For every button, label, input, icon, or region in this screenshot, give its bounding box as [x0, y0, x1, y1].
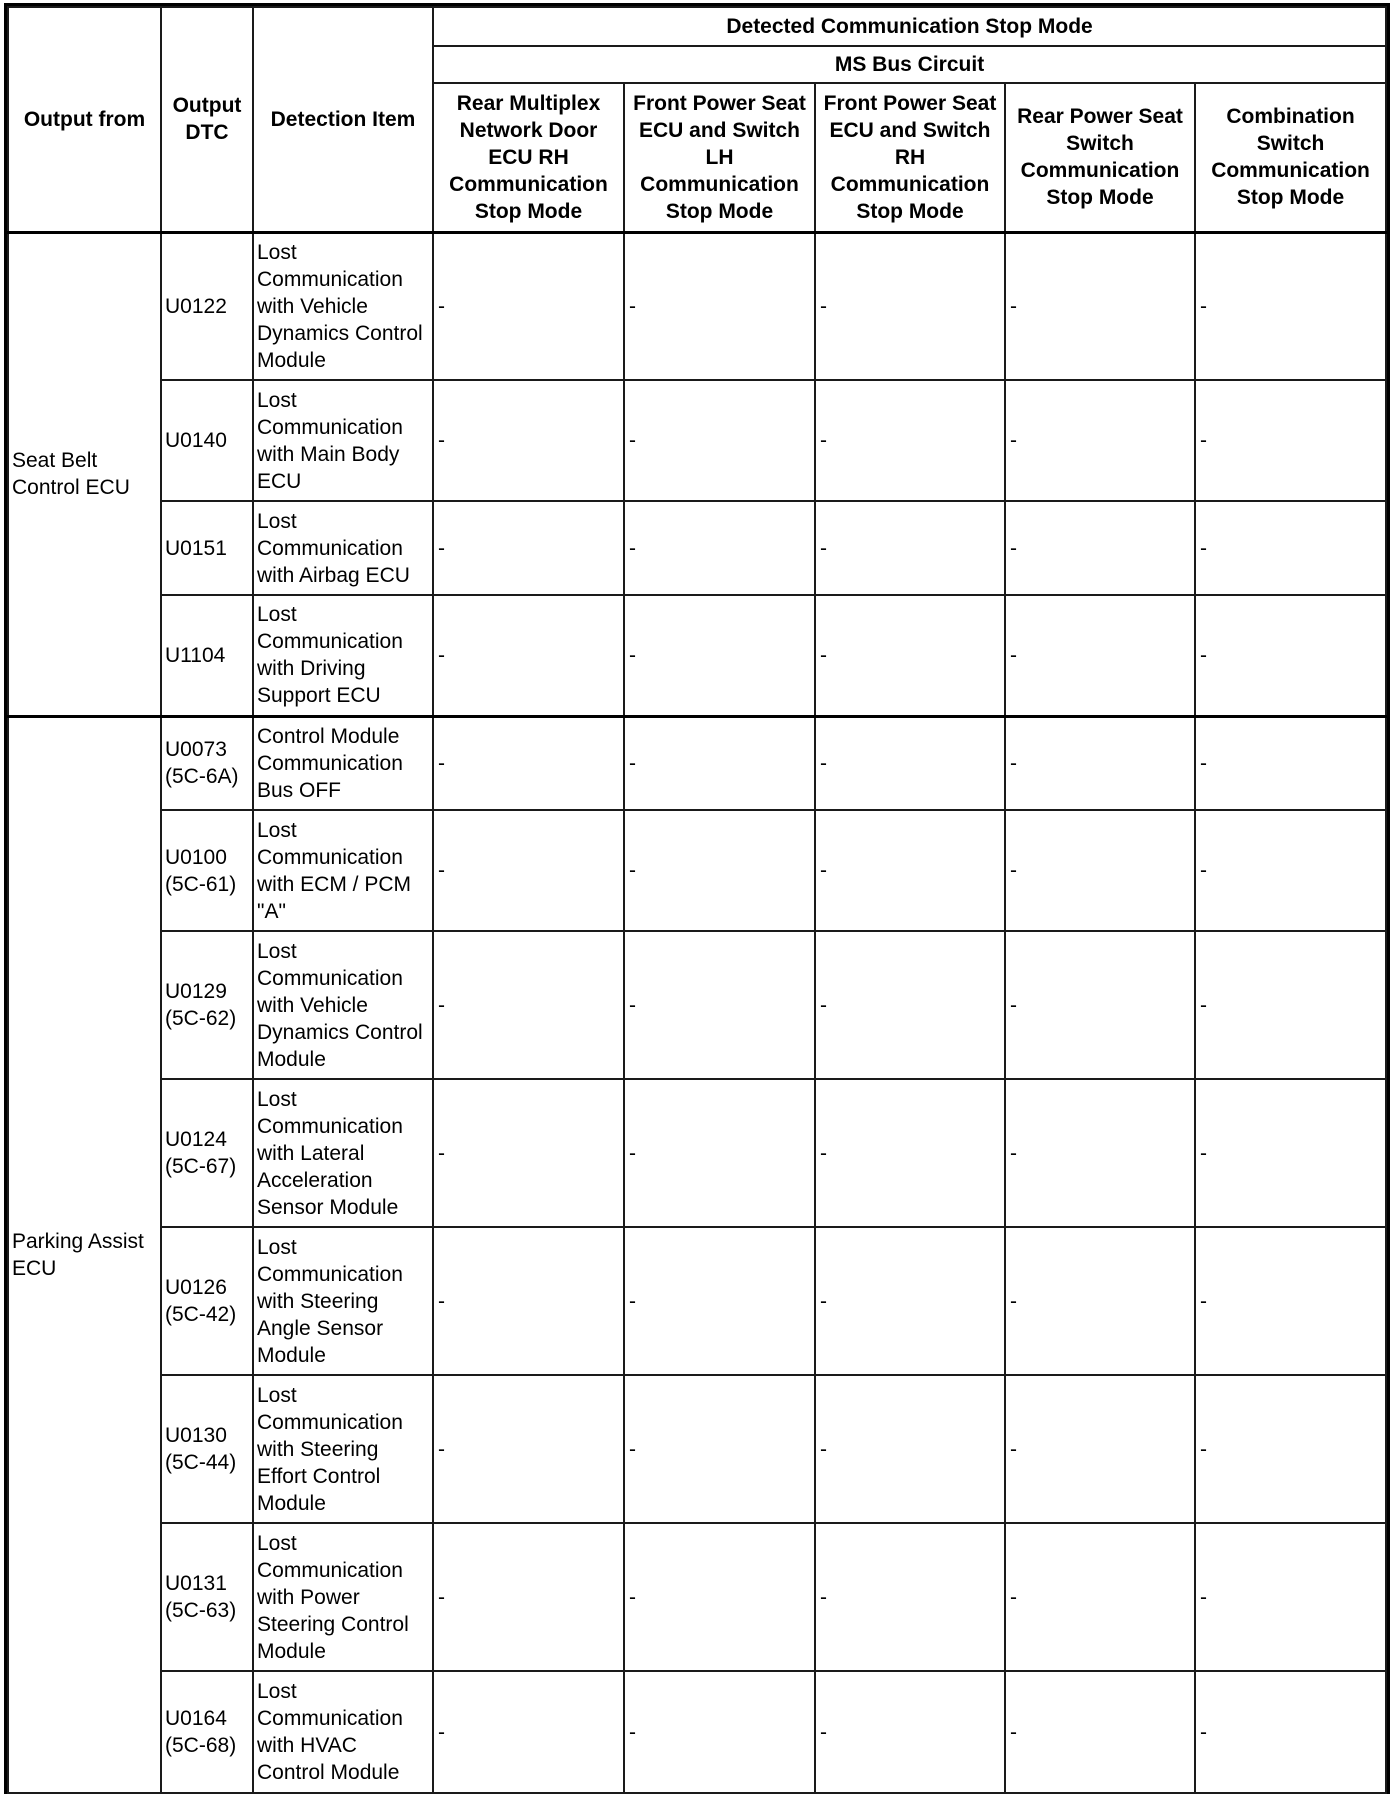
table-row: [8, 1227, 1386, 1375]
mode-value-cell: -: [1005, 810, 1195, 931]
mode-value-cell: -: [1195, 810, 1386, 931]
mode-value-cell: -: [624, 595, 815, 716]
dtc-cell: U0131 (5C-63): [161, 1523, 253, 1671]
table-row: [8, 1079, 1386, 1227]
mode-value-cell: -: [1005, 716, 1195, 810]
detection-item-cell: Lost Communication with Steering Angle Sensor Module: [253, 1227, 433, 1375]
mode-value-cell: -: [433, 380, 624, 501]
mode-value-cell: -: [1005, 595, 1195, 716]
mode-value-cell: -: [815, 1523, 1005, 1671]
header-mode-front-seat-rh: Front Power Seat ECU and Switch RH Communication Stop Mode: [815, 83, 1005, 232]
dtc-table-page: [7, 6, 1385, 1784]
table-row: [8, 595, 1386, 716]
mode-value-cell: -: [624, 931, 815, 1079]
table-header: [8, 7, 1386, 232]
header-mode-rear-seat-switch: Rear Power Seat Switch Communication Stop Mode: [1005, 83, 1195, 232]
dtc-cell: U1104: [161, 595, 253, 716]
table-row: [8, 810, 1386, 931]
mode-value-cell: -: [433, 810, 624, 931]
table-row: [8, 716, 1386, 810]
mode-value-cell: -: [433, 716, 624, 810]
dtc-cell: U0100 (5C-61): [161, 810, 253, 931]
output-from-cell: Parking Assist ECU: [8, 716, 161, 1793]
header-output-from: Output from: [8, 7, 161, 232]
dtc-cell: U0164 (5C-68): [161, 1671, 253, 1793]
dtc-cell: U0073 (5C-6A): [161, 716, 253, 810]
mode-value-cell: -: [815, 501, 1005, 595]
mode-value-cell: -: [1195, 716, 1386, 810]
dtc-cell: U0130 (5C-44): [161, 1375, 253, 1523]
dtc-cell: U0122: [161, 232, 253, 380]
mode-value-cell: -: [624, 501, 815, 595]
mode-value-cell: -: [815, 931, 1005, 1079]
mode-value-cell: -: [1195, 931, 1386, 1079]
table-row: [8, 1671, 1386, 1793]
detection-item-cell: Lost Communication with Power Steering Control Module: [253, 1523, 433, 1671]
detection-item-cell: Control Module Communication Bus OFF: [253, 716, 433, 810]
mode-value-cell: -: [1195, 595, 1386, 716]
mode-value-cell: -: [624, 1079, 815, 1227]
header-mode-rear-multiplex-door-rh: Rear Multiplex Network Door ECU RH Communication Stop Mode: [433, 83, 624, 232]
dtc-table: [7, 6, 1387, 1794]
detection-item-cell: Lost Communication with HVAC Control Module: [253, 1671, 433, 1793]
dtc-cell: U0126 (5C-42): [161, 1227, 253, 1375]
mode-value-cell: -: [1005, 931, 1195, 1079]
dtc-cell: U0140: [161, 380, 253, 501]
mode-value-cell: -: [624, 380, 815, 501]
mode-value-cell: -: [1195, 380, 1386, 501]
mode-value-cell: -: [815, 232, 1005, 380]
table-row: [8, 931, 1386, 1079]
mode-value-cell: -: [624, 1523, 815, 1671]
header-detection-item: Detection Item: [253, 7, 433, 232]
mode-value-cell: -: [433, 1079, 624, 1227]
mode-value-cell: -: [433, 595, 624, 716]
mode-value-cell: -: [624, 1227, 815, 1375]
detection-item-cell: Lost Communication with Main Body ECU: [253, 380, 433, 501]
detection-item-cell: Lost Communication with Steering Effort Control Module: [253, 1375, 433, 1523]
mode-value-cell: -: [815, 1375, 1005, 1523]
mode-value-cell: -: [815, 716, 1005, 810]
mode-value-cell: -: [1195, 232, 1386, 380]
mode-value-cell: -: [1005, 1227, 1195, 1375]
mode-value-cell: -: [1005, 380, 1195, 501]
mode-value-cell: -: [1195, 1227, 1386, 1375]
detection-item-cell: Lost Communication with ECM / PCM "A": [253, 810, 433, 931]
mode-value-cell: -: [624, 1375, 815, 1523]
output-from-cell: Seat Belt Control ECU: [8, 232, 161, 716]
table-body: [8, 232, 1386, 1793]
detection-item-cell: Lost Communication with Airbag ECU: [253, 501, 433, 595]
dtc-cell: U0124 (5C-67): [161, 1079, 253, 1227]
mode-value-cell: -: [624, 1671, 815, 1793]
detection-item-cell: Lost Communication with Driving Support ECU: [253, 595, 433, 716]
mode-value-cell: -: [1195, 501, 1386, 595]
detection-item-cell: Lost Communication with Vehicle Dynamics Control Module: [253, 232, 433, 380]
mode-value-cell: -: [1005, 1079, 1195, 1227]
mode-value-cell: -: [433, 1671, 624, 1793]
header-bus-circuit: MS Bus Circuit: [433, 46, 1386, 83]
mode-value-cell: -: [433, 232, 624, 380]
mode-value-cell: -: [1005, 1375, 1195, 1523]
mode-value-cell: -: [815, 810, 1005, 931]
table-row: [8, 501, 1386, 595]
header-output-dtc: Output DTC: [161, 7, 253, 232]
header-detected-mode: Detected Communication Stop Mode: [433, 7, 1386, 46]
header-mode-combination-switch: Combination Switch Communication Stop Mode: [1195, 83, 1386, 232]
table-row: [8, 232, 1386, 380]
mode-value-cell: -: [1195, 1375, 1386, 1523]
mode-value-cell: -: [1195, 1523, 1386, 1671]
mode-value-cell: -: [624, 232, 815, 380]
mode-value-cell: -: [624, 716, 815, 810]
mode-value-cell: -: [433, 1227, 624, 1375]
table-row: [8, 1523, 1386, 1671]
mode-value-cell: -: [1005, 1523, 1195, 1671]
mode-value-cell: -: [1005, 501, 1195, 595]
mode-value-cell: -: [815, 1227, 1005, 1375]
table-row: [8, 1375, 1386, 1523]
dtc-cell: U0129 (5C-62): [161, 931, 253, 1079]
mode-value-cell: -: [1005, 232, 1195, 380]
detection-item-cell: Lost Communication with Lateral Acceleration Sensor Module: [253, 1079, 433, 1227]
header-mode-front-seat-lh: Front Power Seat ECU and Switch LH Communication Stop Mode: [624, 83, 815, 232]
mode-value-cell: -: [433, 501, 624, 595]
detection-item-cell: Lost Communication with Vehicle Dynamics Control Module: [253, 931, 433, 1079]
mode-value-cell: -: [433, 931, 624, 1079]
mode-value-cell: -: [1195, 1671, 1386, 1793]
mode-value-cell: -: [815, 1671, 1005, 1793]
mode-value-cell: -: [433, 1523, 624, 1671]
dtc-cell: U0151: [161, 501, 253, 595]
mode-value-cell: -: [1195, 1079, 1386, 1227]
table-row: [8, 380, 1386, 501]
mode-value-cell: -: [433, 1375, 624, 1523]
mode-value-cell: -: [815, 380, 1005, 501]
mode-value-cell: -: [1005, 1671, 1195, 1793]
mode-value-cell: -: [815, 1079, 1005, 1227]
mode-value-cell: -: [815, 595, 1005, 716]
mode-value-cell: -: [624, 810, 815, 931]
